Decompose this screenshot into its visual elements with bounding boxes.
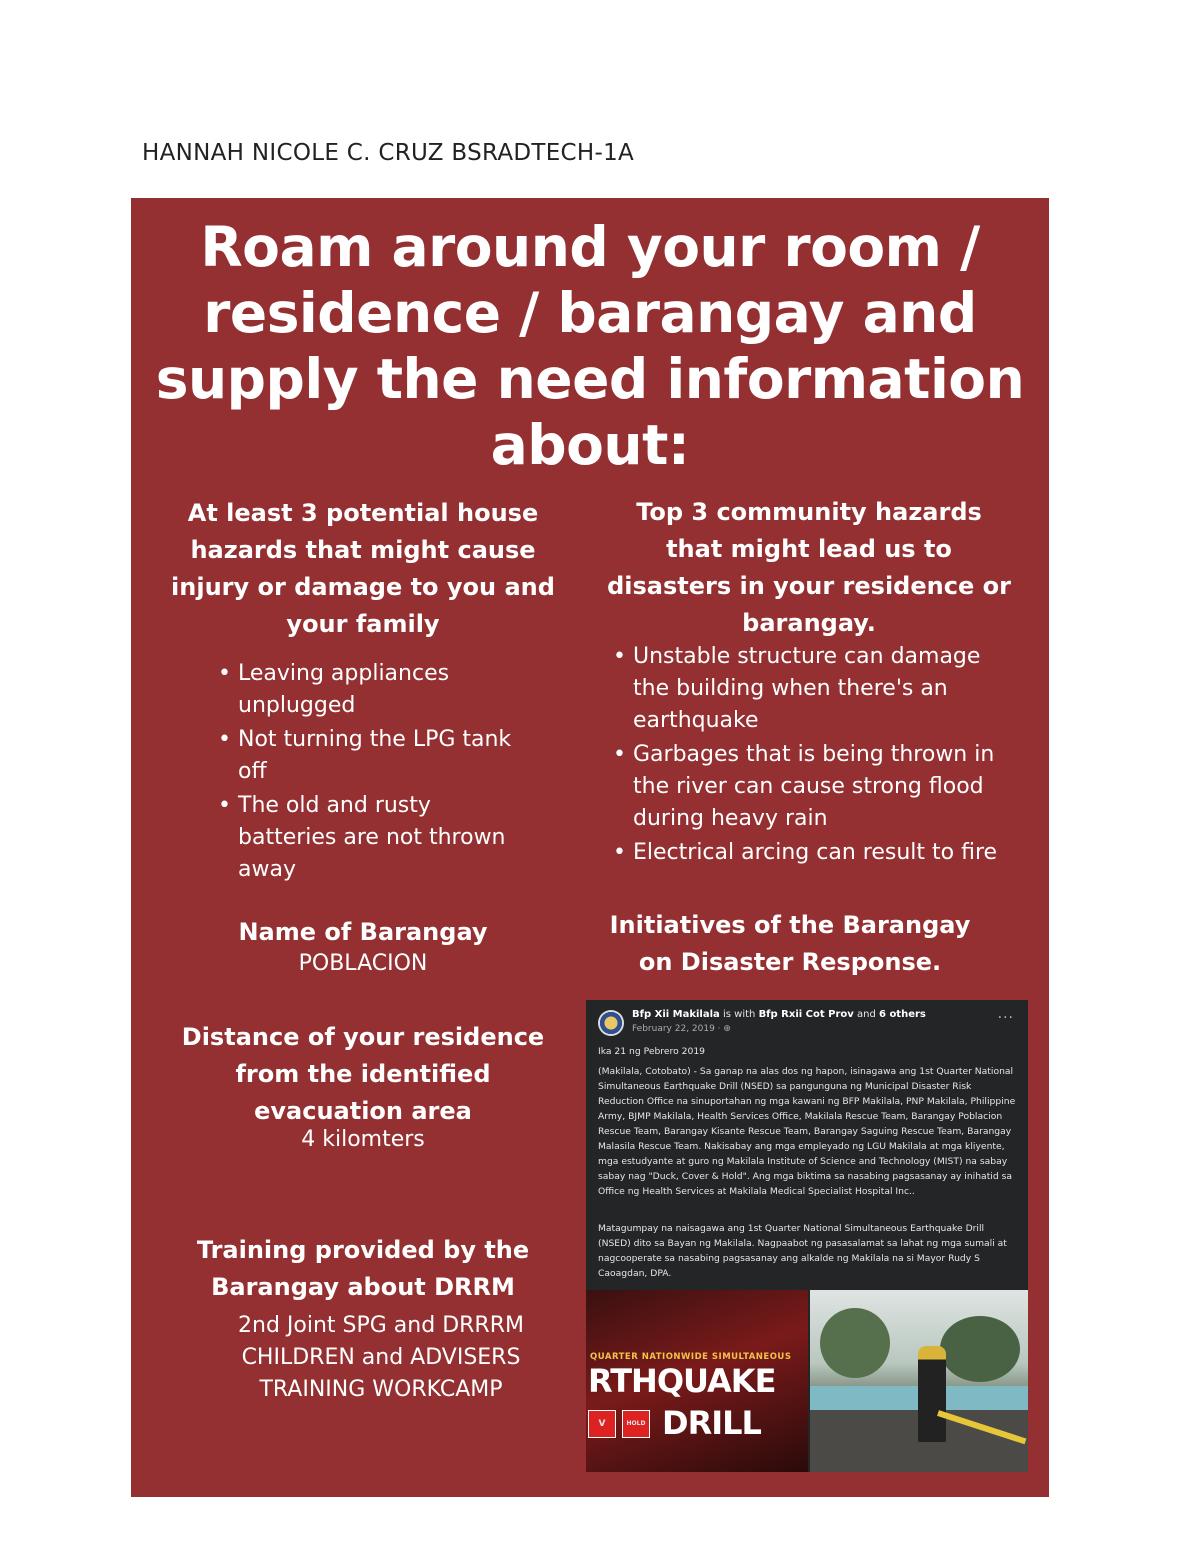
post-dateline: Ika 21 ng Pebrero 2019 xyxy=(598,1046,706,1057)
author-line: HANNAH NICOLE C. CRUZ BSRADTECH-1A xyxy=(142,140,635,166)
barangay-name-value: POBLACION xyxy=(298,951,428,976)
heading-line: barangay. xyxy=(742,609,876,637)
list-item: • Garbages that is being thrown in the river can cause strong flood during heavy rain xyxy=(613,739,1013,835)
post-author: Bfp Xii Makilala xyxy=(632,1009,720,1020)
heading-line: Top 3 community hazards xyxy=(636,498,982,526)
house-hazards-list xyxy=(218,658,528,888)
initiatives-heading xyxy=(586,907,994,981)
tree-shape xyxy=(820,1308,890,1378)
title-line: Roam around your room / xyxy=(200,215,980,279)
post-with-text: is with xyxy=(722,1009,756,1020)
firefighter-figure xyxy=(918,1346,946,1442)
heading-line: hazards that might cause xyxy=(190,536,536,564)
heading-line: that might lead us to xyxy=(666,535,952,563)
firefighter-drill-photo xyxy=(810,1290,1028,1472)
heading-line: Barangay about DRRM xyxy=(211,1273,515,1301)
heading-line: your family xyxy=(286,610,440,638)
poster-title xyxy=(131,214,1049,478)
title-line: supply the need information xyxy=(155,347,1025,411)
banner-drill-text: DRILL xyxy=(662,1404,761,1442)
post-others: 6 others xyxy=(879,1009,926,1020)
heading-line: At least 3 potential house xyxy=(187,499,539,527)
list-item: • Electrical arcing can result to fire xyxy=(613,837,1013,869)
training-value xyxy=(161,1310,601,1406)
heading-line: from the identified xyxy=(235,1060,491,1088)
barangay-name-section xyxy=(151,914,575,977)
distance-value: 4 kilomters xyxy=(301,1127,425,1152)
post-date: February 22, 2019 · ⊕ xyxy=(632,1024,731,1034)
banner-earthquake-text: RTHQUAKE xyxy=(588,1362,776,1400)
community-hazards-heading xyxy=(586,494,1032,642)
heading-line: Training provided by the xyxy=(196,1236,530,1264)
list-item: • Not turning the LPG tank off xyxy=(218,724,528,788)
heading-line: on Disaster Response. xyxy=(638,948,942,976)
earthquake-drill-banner-photo xyxy=(586,1290,808,1472)
banner-caption: QUARTER NATIONWIDE SIMULTANEOUS xyxy=(590,1352,792,1362)
list-item: • Unstable structure can damage the building when there's an earthquake xyxy=(613,641,1013,737)
post-tagged: Bfp Rxii Cot Prov xyxy=(758,1009,854,1020)
house-hazards-heading xyxy=(151,495,575,643)
heading-line: injury or damage to you and xyxy=(171,573,555,601)
distance-section xyxy=(151,1019,575,1150)
training-line: TRAINING WORKCAMP xyxy=(259,1377,503,1402)
title-line: residence / barangay and xyxy=(203,281,977,345)
heading-line: disasters in your residence or xyxy=(607,572,1011,600)
heading-line: Initiatives of the Barangay xyxy=(609,911,971,939)
banner-badge: V xyxy=(588,1410,616,1438)
heading-line: evacuation area xyxy=(254,1097,472,1125)
post-and-text: and xyxy=(856,1009,876,1020)
title-line: about: xyxy=(490,413,690,477)
community-hazards-list xyxy=(613,641,1013,871)
list-item: • Leaving appliances unplugged xyxy=(218,658,528,722)
tree-shape xyxy=(940,1316,1020,1382)
page-avatar xyxy=(598,1010,624,1036)
post-paragraph-1: (Makilala, Cotobato) - Sa ganap na alas dos ng hapon, isinagawa ang 1st Quarter National Simultaneous Earthquake Drill (NSED) sa pangunguna ng Municipal Disaster Risk Reduction Office na sinuportahan ng mga kawani ng BFP Makilala, PNP Makilala, Philippine Army, BJMP Makilala, Health Services Office, Makilala Rescue Team, Barangay Poblacion Rescue Team, Barangay Kisante Rescue Team, Barangay Saguing Rescue Team, Barangay Malasila Rescue Team. Nakisabay ang mga empleyado ng LGU Makilala at mga kliyente, mga estudyante at guro ng Makilala Institute of Science and Technology (MIST) na sabay sabay nag "Duck, Cover & Hold". Ang mga biktima sa nasabing pagsasanay ay inihatid sa Office ng Health Services at Makilala Medical Specialist Hospital Inc.. xyxy=(598,1066,1016,1197)
post-author-line xyxy=(632,1008,926,1022)
poster xyxy=(131,198,1049,1497)
training-line: CHILDREN and ADVISERS xyxy=(241,1345,521,1370)
training-line: 2nd Joint SPG and DRRRM xyxy=(238,1313,524,1338)
post-paragraph-2: Matagumpay na naisagawa ang 1st Quarter National Simultaneous Earthquake Drill (NSED) dito sa Bayan ng Makilala. Nagpaabot ng pasasalamat sa lahat ng mga sumali at nagcooperate sa nasabing pagsasanay ang alkalde ng Makilala na si Mayor Rudy S Caoagdan, DPA. xyxy=(598,1223,1007,1279)
facebook-post xyxy=(586,1000,1028,1472)
barangay-name-heading: Name of Barangay xyxy=(238,918,488,946)
heading-line: Distance of your residence xyxy=(181,1023,545,1051)
list-item: • The old and rusty batteries are not thrown away xyxy=(218,790,528,886)
training-section xyxy=(151,1232,575,1306)
banner-hold-badge: HOLD xyxy=(622,1410,650,1438)
more-options-icon: ··· xyxy=(997,1010,1014,1026)
